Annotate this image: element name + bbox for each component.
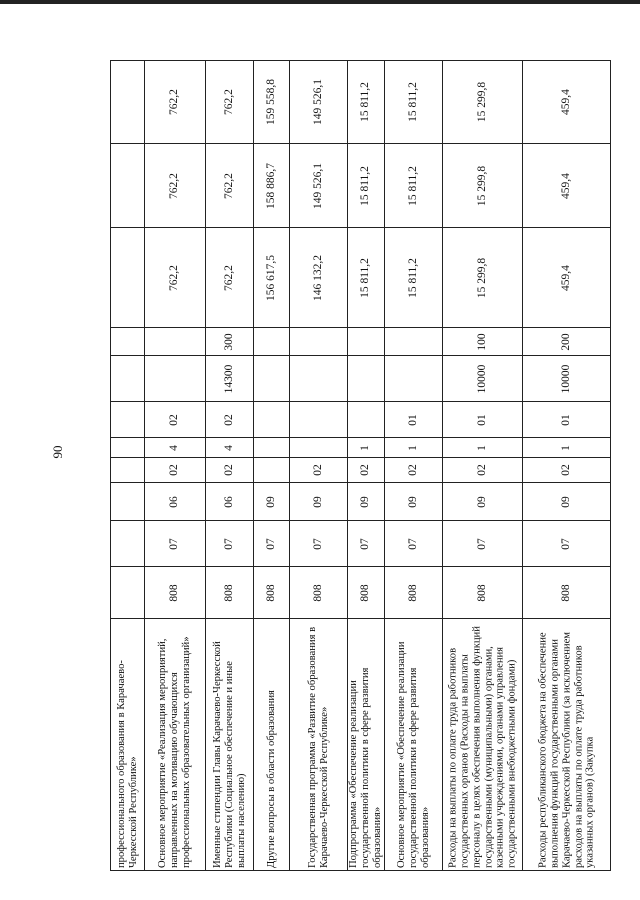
- cell-value: 02: [222, 464, 235, 476]
- table-cell: [111, 144, 145, 228]
- table-cell: [206, 438, 254, 458]
- cell-value: 15 299,8: [475, 165, 488, 206]
- table-cell: [385, 619, 443, 871]
- table-cell: [385, 521, 443, 567]
- table-cell: [145, 438, 206, 458]
- cell-value: 09: [311, 495, 324, 508]
- cell-value: 808: [559, 583, 572, 602]
- row-name-text: Другие вопросы в области образования: [265, 689, 277, 868]
- table-row: [111, 619, 611, 871]
- table-cell: [523, 61, 611, 144]
- page-number: 90: [50, 445, 65, 459]
- table-cell: [290, 438, 348, 458]
- table-cell: [348, 144, 385, 228]
- cell-value: 300: [222, 332, 235, 351]
- cell-value: 762,2: [222, 89, 235, 115]
- table-cell: [443, 144, 523, 228]
- table-cell: [254, 328, 290, 356]
- cell-value: 808: [311, 583, 324, 602]
- table-cell: [523, 402, 611, 438]
- cell-value: 4: [168, 444, 181, 451]
- table-cell: [145, 328, 206, 356]
- table-cell: [145, 567, 206, 619]
- table-cell: [206, 402, 254, 438]
- table-cell: [290, 328, 348, 356]
- table-cell: [443, 328, 523, 356]
- table-cell: [443, 61, 523, 144]
- table-cell: [523, 144, 611, 228]
- cell-value: 158 886,7: [264, 162, 277, 209]
- cell-value: 10000: [559, 364, 572, 393]
- cell-value: 15 299,8: [475, 257, 488, 298]
- table-cell: [385, 402, 443, 438]
- table-cell: [523, 458, 611, 483]
- table-cell: [254, 356, 290, 402]
- budget-table: [110, 60, 611, 871]
- cell-value: 09: [359, 495, 372, 508]
- table-cell: [111, 483, 145, 521]
- cell-value: 06: [222, 495, 235, 508]
- cell-value: 09: [475, 495, 488, 508]
- table-cell: [254, 144, 290, 228]
- cell-value: 808: [264, 583, 277, 602]
- table-cell: [290, 144, 348, 228]
- cell-value: 07: [359, 537, 372, 550]
- table-cell: [145, 61, 206, 144]
- table-cell: [443, 438, 523, 458]
- table-cell: [385, 483, 443, 521]
- table-cell: [443, 228, 523, 328]
- cell-value: 149 526,1: [311, 162, 324, 209]
- cell-value: 09: [406, 495, 419, 508]
- table-cell: [443, 356, 523, 402]
- cell-value: 14300: [222, 364, 235, 393]
- table-cell: [206, 356, 254, 402]
- table-cell: [145, 458, 206, 483]
- table-cell: [206, 144, 254, 228]
- table-cell: [206, 228, 254, 328]
- cell-value: 159 558,8: [264, 79, 277, 125]
- table-cell: [254, 438, 290, 458]
- cell-value: 07: [264, 537, 277, 550]
- table-cell: [443, 567, 523, 619]
- table-cell: [443, 619, 523, 871]
- table-cell: [206, 567, 254, 619]
- cell-value: 02: [559, 464, 572, 476]
- table-cell: [385, 328, 443, 356]
- table-row: [111, 438, 611, 458]
- table-cell: [206, 521, 254, 567]
- table-cell: [145, 521, 206, 567]
- cell-value: 02: [406, 464, 419, 476]
- table-cell: [145, 402, 206, 438]
- cell-value: 10000: [475, 364, 488, 393]
- table-cell: [348, 328, 385, 356]
- cell-value: 01: [559, 413, 572, 426]
- table-cell: [348, 61, 385, 144]
- table-row: [111, 356, 611, 402]
- table-cell: [290, 402, 348, 438]
- table-cell: [254, 483, 290, 521]
- cell-value: 15 811,2: [406, 165, 419, 206]
- cell-value: 808: [475, 583, 488, 602]
- row-name-text: Основное мероприятие «Реализация мероприятий, направленных на мотивацию обучающихся профессиональных образовательных организаций»: [157, 635, 192, 868]
- cell-value: 100: [475, 332, 488, 351]
- cell-value: 07: [559, 537, 572, 550]
- table-cell: [523, 619, 611, 871]
- table-cell: [254, 402, 290, 438]
- table-cell: [443, 458, 523, 483]
- table-cell: [111, 356, 145, 402]
- cell-value: 15 811,2: [359, 82, 372, 122]
- table-cell: [145, 356, 206, 402]
- cell-value: 02: [359, 464, 372, 476]
- table-cell: [145, 619, 206, 871]
- cell-value: 07: [311, 537, 324, 550]
- cell-value: 02: [168, 413, 181, 426]
- cell-value: 02: [168, 464, 181, 476]
- table-cell: [443, 402, 523, 438]
- table-cell: [290, 61, 348, 144]
- cell-value: 146 132,2: [311, 254, 324, 301]
- cell-value: 09: [559, 495, 572, 508]
- row-name-text: Расходы республиканского бюджета на обеспечение выполнения функций государственными органами Карачаево-Черкесской Республики (за исключением расходов на выплаты по оплате труда работников указанных органов) (Закупка: [536, 631, 596, 868]
- table-cell: [348, 521, 385, 567]
- table-cell: [206, 328, 254, 356]
- table-cell: [348, 483, 385, 521]
- cell-value: 15 299,8: [475, 81, 488, 123]
- cell-value: 1: [559, 444, 572, 451]
- cell-value: 09: [264, 495, 277, 508]
- table-cell: [290, 521, 348, 567]
- cell-value: 459,4: [559, 172, 572, 199]
- cell-value: 15 811,2: [406, 82, 419, 122]
- table-cell: [290, 483, 348, 521]
- top-border-line: [0, 0, 640, 4]
- table-cell: [111, 521, 145, 567]
- table-row: [111, 458, 611, 483]
- table-cell: [206, 61, 254, 144]
- table-cell: [145, 483, 206, 521]
- table-row: [111, 144, 611, 228]
- cell-value: 156 617,5: [264, 254, 277, 301]
- table-cell: [385, 356, 443, 402]
- table-cell: [523, 328, 611, 356]
- table-cell: [254, 458, 290, 483]
- table-row: [111, 402, 611, 438]
- table-row: [111, 521, 611, 567]
- table-cell: [385, 228, 443, 328]
- table-cell: [385, 144, 443, 228]
- cell-value: 1: [359, 444, 372, 451]
- cell-value: 459,4: [559, 264, 572, 291]
- table-cell: [111, 61, 145, 144]
- table-row: [111, 328, 611, 356]
- table-cell: [254, 567, 290, 619]
- cell-value: 02: [222, 413, 235, 426]
- table-cell: [348, 356, 385, 402]
- cell-value: 01: [475, 413, 488, 426]
- table-row: [111, 61, 611, 144]
- table-cell: [111, 402, 145, 438]
- table-cell: [145, 228, 206, 328]
- row-name-text: профессионального образования в Карачаево-Черкесской Республике»: [115, 659, 139, 868]
- cell-value: 808: [222, 583, 235, 602]
- table-cell: [523, 356, 611, 402]
- table-cell: [443, 483, 523, 521]
- cell-value: 07: [475, 537, 488, 550]
- table-cell: [111, 567, 145, 619]
- cell-value: 06: [168, 495, 181, 508]
- table-cell: [523, 483, 611, 521]
- table-cell: [290, 228, 348, 328]
- table-cell: [290, 356, 348, 402]
- table-cell: [348, 567, 385, 619]
- table-row: [111, 228, 611, 328]
- table-cell: [290, 619, 348, 871]
- table-row: [111, 567, 611, 619]
- table-cell: [111, 228, 145, 328]
- table-cell: [523, 228, 611, 328]
- table-cell: [111, 328, 145, 356]
- table-cell: [290, 567, 348, 619]
- row-name-text: Основное мероприятие «Обеспечение реализации государственной политики в сфере развития образования»: [395, 641, 431, 868]
- cell-value: 4: [222, 444, 235, 451]
- cell-value: 15 811,2: [359, 165, 372, 206]
- cell-value: 762,2: [168, 172, 181, 199]
- table-cell: [523, 521, 611, 567]
- table-cell: [523, 567, 611, 619]
- table-cell: [385, 61, 443, 144]
- table-cell: [254, 521, 290, 567]
- cell-value: 762,2: [222, 264, 235, 291]
- cell-value: 02: [475, 464, 488, 476]
- cell-value: 149 526,1: [311, 79, 324, 125]
- table-row: [111, 483, 611, 521]
- cell-value: 808: [168, 583, 181, 602]
- row-name-text: Расходы на выплаты по оплате труда работников государственных органов (Расходы на выплаты персоналу в целях обеспечения выполнения функций государственными (муниципальными) органами, казенными учреждениями, органами управления государственными внебюджетными фондами): [446, 625, 518, 868]
- table-cell: [385, 438, 443, 458]
- cell-value: 15 811,2: [359, 257, 372, 298]
- table-cell: [206, 458, 254, 483]
- table-cell: [348, 438, 385, 458]
- cell-value: 1: [475, 444, 488, 451]
- table-cell: [111, 438, 145, 458]
- table-cell: [254, 61, 290, 144]
- table-cell: [111, 619, 145, 871]
- table-cell: [385, 458, 443, 483]
- table-cell: [348, 619, 385, 871]
- table-cell: [206, 619, 254, 871]
- cell-value: 762,2: [222, 172, 235, 199]
- cell-value: 02: [311, 464, 324, 476]
- table-cell: [254, 228, 290, 328]
- table-cell: [348, 458, 385, 483]
- table-cell: [145, 144, 206, 228]
- row-name-text: Государственная программа «Развитие образования в Карачаево-Черкесской Республике»: [306, 626, 330, 868]
- table-cell: [348, 228, 385, 328]
- table-cell: [523, 438, 611, 458]
- table-cell: [385, 567, 443, 619]
- table-cell: [111, 458, 145, 483]
- table-cell: [254, 619, 290, 871]
- cell-value: 07: [222, 537, 235, 550]
- row-name-text: Подпрограмма «Обеспечение реализации государственной политики в сфере развития образования»: [348, 667, 383, 868]
- cell-value: 01: [406, 413, 419, 426]
- cell-value: 808: [359, 583, 372, 602]
- table-cell: [348, 402, 385, 438]
- table-cell: [290, 458, 348, 483]
- cell-value: 07: [406, 537, 419, 550]
- cell-value: 459,4: [559, 89, 572, 115]
- cell-value: 1: [406, 444, 419, 451]
- row-name-text: Именные стипендии Главы Карачаево-Черкесской Республики (Социальное обеспечение и иные выплаты населению): [211, 640, 247, 868]
- table-cell: [443, 521, 523, 567]
- cell-value: 808: [406, 583, 419, 602]
- cell-value: 15 811,2: [406, 257, 419, 298]
- cell-value: 762,2: [168, 264, 181, 291]
- cell-value: 762,2: [168, 89, 181, 115]
- cell-value: 200: [559, 332, 572, 351]
- table-cell: [206, 483, 254, 521]
- cell-value: 07: [168, 537, 181, 550]
